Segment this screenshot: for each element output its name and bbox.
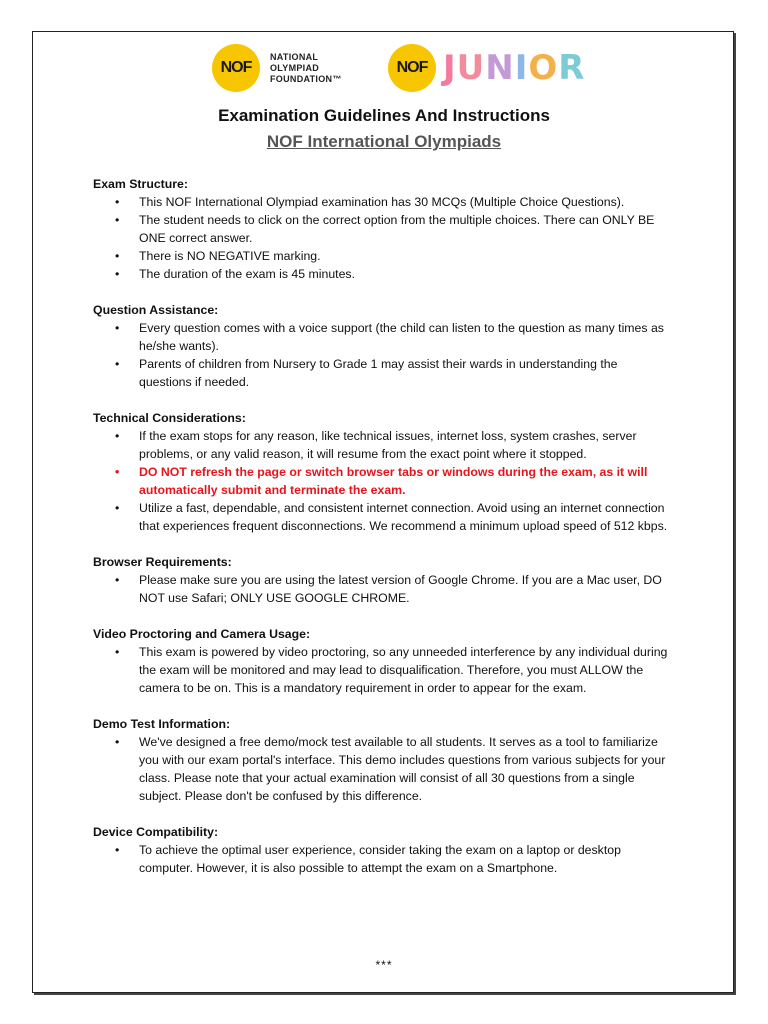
foundation-line-1: NATIONAL: [270, 52, 319, 62]
footer-separator: ***: [375, 958, 393, 972]
bullet-icon: •: [115, 735, 120, 749]
bullet-icon: •: [115, 267, 120, 281]
foundation-line-2: OLYMPIAD: [270, 63, 320, 73]
section-heading: Device Compatibility:: [93, 825, 219, 839]
section-demo-test: [93, 715, 673, 805]
list-item: [93, 355, 673, 391]
section-browser-requirements: [93, 553, 673, 607]
list-item: [93, 499, 673, 535]
bullet-icon: •: [115, 249, 120, 263]
nof-logo-right: [388, 44, 436, 92]
bullet-list: [93, 427, 673, 535]
section-exam-structure: [93, 175, 673, 283]
list-item: [93, 571, 673, 607]
section-heading: Question Assistance:: [93, 303, 219, 317]
warning-list-item: [93, 463, 673, 499]
bullet-list: [93, 193, 673, 283]
list-item: [93, 265, 673, 283]
section-technical-considerations: [93, 409, 673, 535]
list-item-text: Please make sure you are using the latest version of Google Chrome. If you are a Mac user, DO NOT use Safari; ONLY USE GOOGLE CHROME.: [139, 573, 662, 605]
bullet-icon: •: [115, 465, 120, 479]
list-item-text: Parents of children from Nursery to Grade 1 may assist their wards in understanding the questions if needed.: [139, 357, 618, 389]
list-item-text: We've designed a free demo/mock test available to all students. It serves as a tool to familiarize you with our exam portal's interface. This demo includes questions from various subjects for your class. Please note that your actual examination will consist of all 30 questions from a single subject. Please don't be confused by this difference.: [139, 735, 666, 803]
bullet-icon: •: [115, 213, 120, 227]
foundation-line-3: FOUNDATION™: [270, 74, 342, 84]
list-item: [93, 319, 673, 355]
list-item-text: Utilize a fast, dependable, and consistent internet connection. Avoid using an internet connection that experiences frequent disconnections. We recommend a minimum upload speed of 512 kbps.: [139, 501, 668, 533]
list-item-text: This NOF International Olympiad examination has 30 MCQs (Multiple Choice Questions).: [139, 195, 625, 209]
list-item: [93, 733, 673, 805]
section-heading: Video Proctoring and Camera Usage:: [93, 627, 311, 641]
section-heading: Technical Considerations:: [93, 411, 246, 425]
warning-text: DO NOT refresh the page or switch browser tabs or windows during the exam, as it will automatically submit and terminate the exam.: [139, 465, 648, 497]
list-item-text: This exam is powered by video proctoring, so any unneeded interference by any individual during the exam will be monitored and may lead to disqualification. Therefore, you must ALLOW the camera to be on. This is a mandatory requirement in order to appear for the exam.: [139, 645, 668, 695]
bullet-icon: •: [115, 195, 120, 209]
bullet-icon: •: [115, 645, 120, 659]
section-video-proctoring: [93, 625, 673, 697]
bullet-icon: •: [115, 573, 120, 587]
section-device-compatibility: [93, 823, 673, 877]
section-heading: Demo Test Information:: [93, 717, 231, 731]
junior-logo: JUNIOR: [443, 48, 586, 88]
guidelines-content: [93, 175, 673, 895]
list-item-text: Every question comes with a voice support (the child can listen to the question as many times as he/she wants).: [139, 321, 664, 353]
list-item: [93, 247, 673, 265]
list-item-text: If the exam stops for any reason, like technical issues, internet loss, system crashes, server problems, or any valid reason, it will resume from the exact point where it stopped.: [139, 429, 637, 461]
bullet-list: [93, 571, 673, 607]
bullet-icon: •: [115, 321, 120, 335]
section-heading: Exam Structure:: [93, 177, 188, 191]
bullet-list: [93, 319, 673, 391]
bullet-icon: •: [115, 843, 120, 857]
list-item: [93, 211, 673, 247]
nof-logo-left: [212, 44, 260, 92]
nof-logo-text: NOF: [396, 59, 428, 76]
foundation-wordmark: [270, 52, 342, 85]
bullet-icon: •: [115, 429, 120, 443]
bullet-list: [93, 733, 673, 805]
list-item: [93, 193, 673, 211]
bullet-icon: •: [115, 501, 120, 515]
bullet-icon: •: [115, 357, 120, 371]
list-item-text: To achieve the optimal user experience, consider taking the exam on a laptop or desktop computer. However, it is also possible to attempt the exam on a Smartphone.: [139, 843, 621, 875]
page-title: Examination Guidelines And Instructions: [218, 106, 550, 125]
list-item-text: The duration of the exam is 45 minutes.: [139, 267, 355, 281]
header-logos: [0, 44, 768, 94]
bullet-list: [93, 643, 673, 697]
section-heading: Browser Requirements:: [93, 555, 232, 569]
list-item: [93, 643, 673, 697]
list-item: [93, 841, 673, 877]
list-item-text: The student needs to click on the correct option from the multiple choices. There can ONLY BE ONE correct answer.: [139, 213, 655, 245]
section-question-assistance: [93, 301, 673, 391]
page-subtitle: NOF International Olympiads: [266, 132, 502, 151]
list-item-text: There is NO NEGATIVE marking.: [139, 249, 321, 263]
nof-logo-text: NOF: [220, 59, 252, 76]
bullet-list: [93, 841, 673, 877]
list-item: [93, 427, 673, 463]
